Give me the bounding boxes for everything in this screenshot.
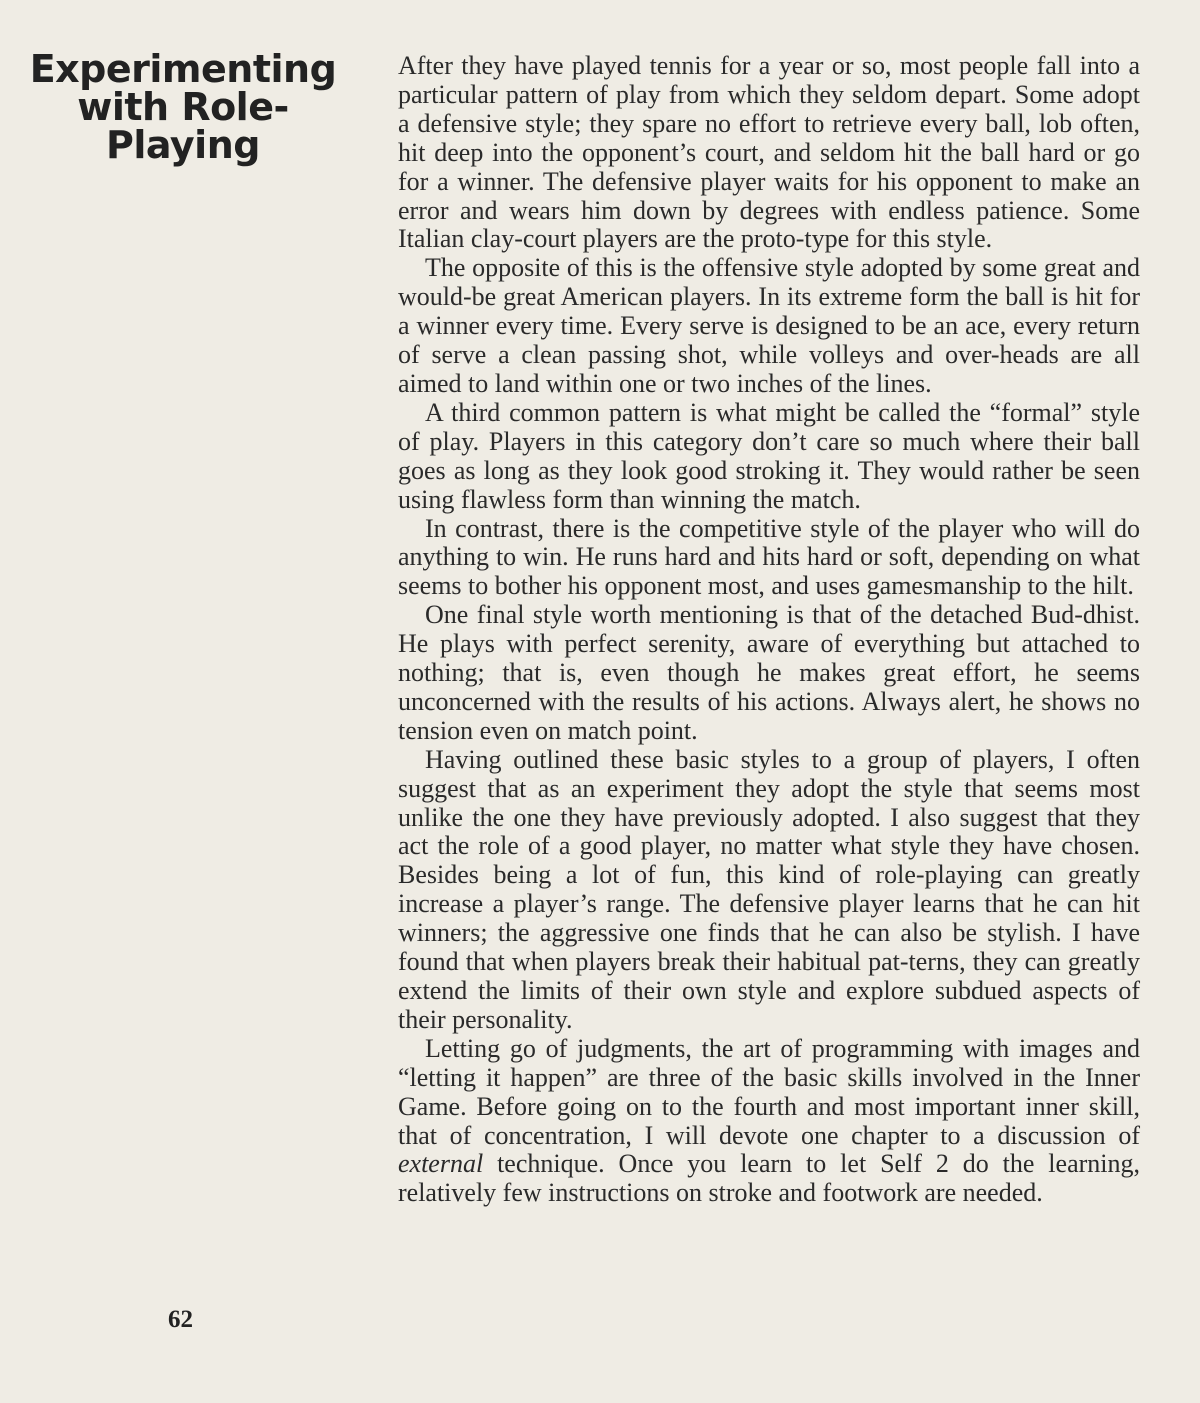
section-heading	[0, 47, 366, 167]
page-number: 62	[168, 1306, 193, 1333]
paragraph-5: One final style worth mentioning is that of the detached Bud-dhist. He plays with perfect serenity, aware of everything but attached to nothing; that is, even though he makes great effort, he seems unconcerned with the results of his actions. Always alert, he shows no tension even on match point.	[398, 600, 1140, 745]
paragraph-7-text-end: technique. Once you learn to let Self 2 do the learning, relatively few instructions on stroke and footwork are needed.	[398, 1149, 1140, 1208]
paragraph-6: Having outlined these basic styles to a group of players, I often suggest that as an experiment they adopt the style that seems most unlike the one they have previously adopted. I also suggest that they act the role of a good player, no matter what style they have chosen. Besides being a lot of fun, this kind of role-playing can greatly increase a player’s range. The defensive player learns that he can hit winners; the aggressive one finds that he can also be stylish. I have found that when players break their habitual pat-terns, they can greatly extend the limits of their own style and explore subdued aspects of their personality.	[398, 744, 1140, 1034]
heading-line-3: Playing	[106, 123, 260, 167]
paragraph-3: A third common pattern is what might be called the “formal” style of play. Players in this category don’t care so much where their ball goes as long as they look good stroking it. They would rather be seen using flawless form than winning the match.	[398, 397, 1140, 514]
heading-line-2: with Role-	[77, 85, 289, 129]
heading-line-1: Experimenting	[29, 47, 337, 91]
paragraph-7-italic-word: external	[398, 1149, 484, 1179]
paragraph-2: The opposite of this is the offensive style adopted by some great and would-be great American players. In its extreme form the ball is hit for a winner every time. Every serve is designed to be an ace, every return of serve a clean passing shot, while volleys and over-heads are all aimed to land within one or two inches of the lines.	[398, 253, 1140, 398]
paragraph-4: In contrast, there is the competitive style of the player who will do anything to win. He runs hard and hits hard or soft, depending on what seems to bother his opponent most, and uses gamesmanship to the hilt.	[398, 513, 1140, 601]
paragraph-7	[398, 1035, 1140, 1208]
paragraph-1: After they have played tennis for a year or so, most people fall into a particular pattern of play from which they seldom depart. Some adopt a defensive style; they spare no effort to retrieve every ball, lob often, hit deep into the opponent’s court, and seldom hit the ball hard or go for a winner. The defensive player waits for his opponent to make an error and wears him down by degrees with endless patience. Some Italian clay-court players are the proto-type for this style.	[398, 51, 1140, 254]
body-text	[398, 52, 1140, 1208]
paragraph-7-text-start: Letting go of judgments, the art of programming with images and “letting it happen” are three of the basic skills involved in the Inner Game. Before going on to the fourth and most important inner skill, that of concentration, I will devote one chapter to a discussion of	[398, 1033, 1140, 1150]
